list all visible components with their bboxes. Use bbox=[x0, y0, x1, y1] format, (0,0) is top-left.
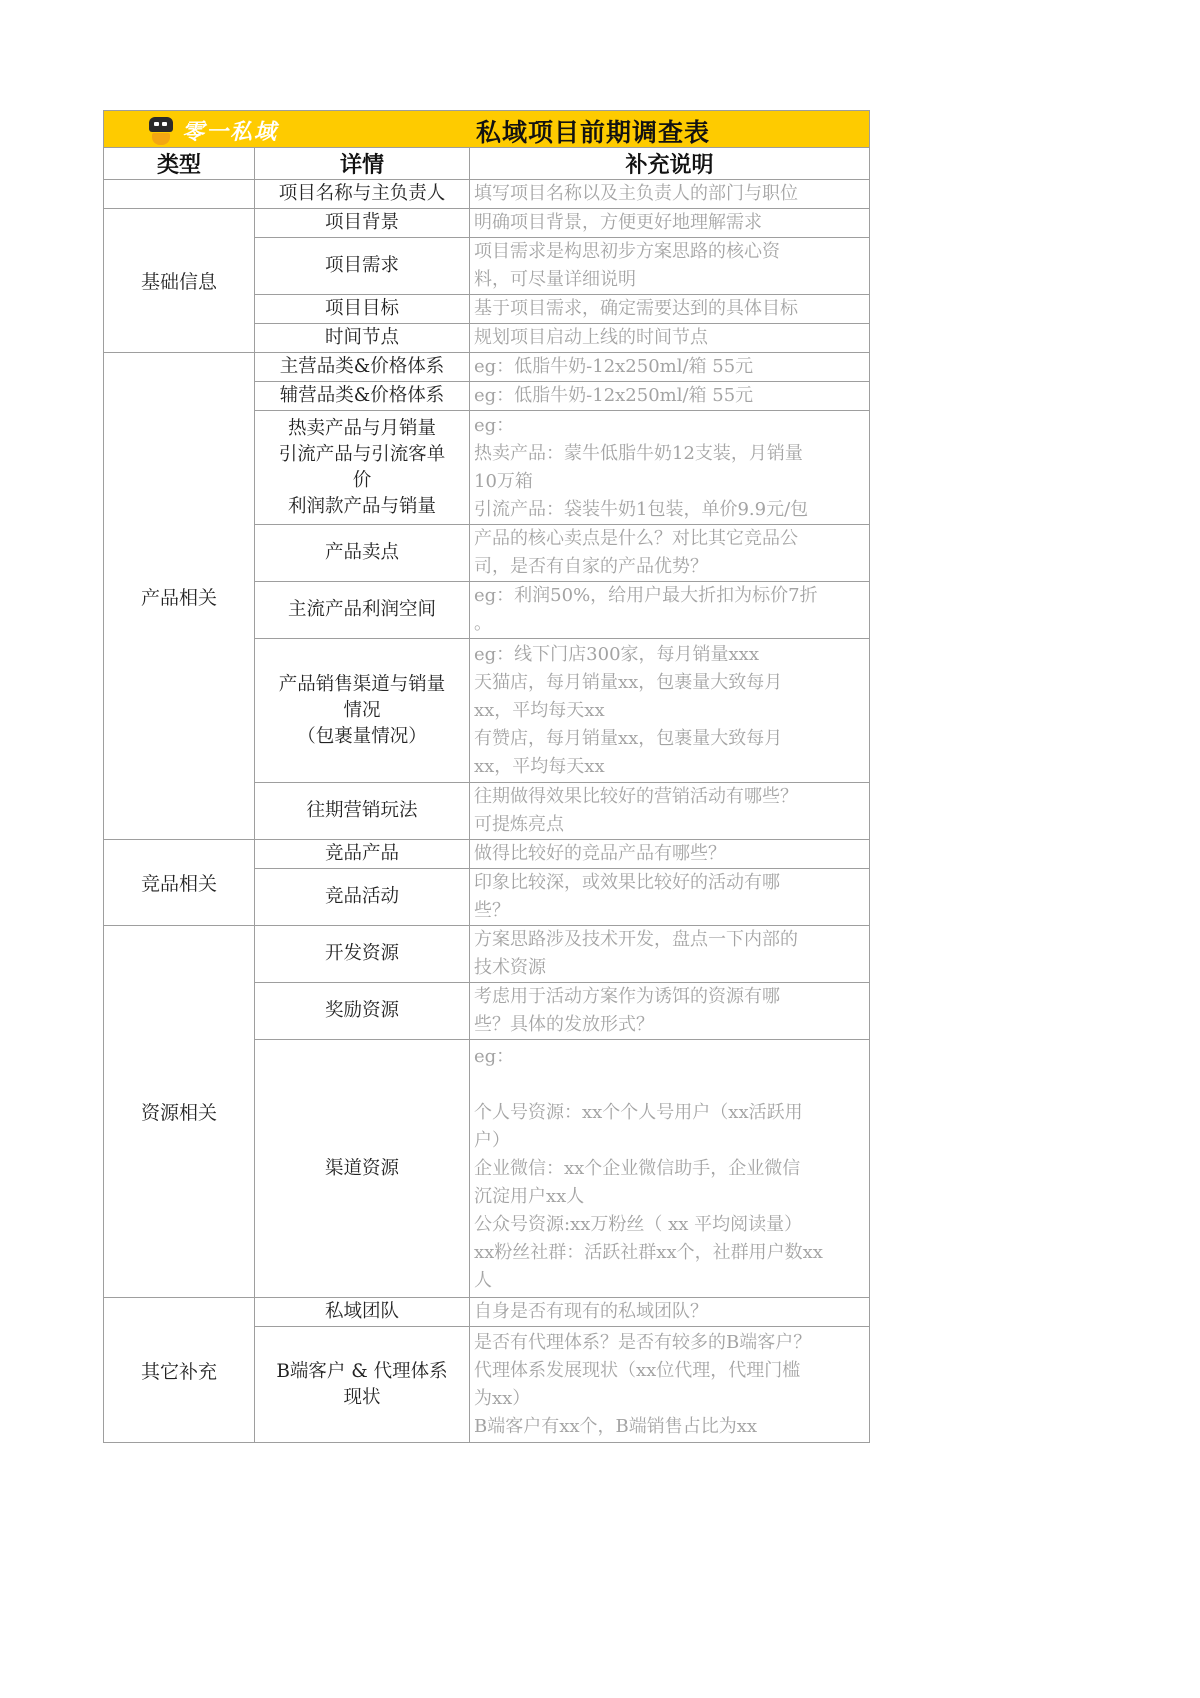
detail-line: 项目背景 bbox=[324, 212, 399, 233]
detail-line: 奖励资源 bbox=[324, 1000, 399, 1021]
note-line: xx粉丝社群：活跃社群xx个，社群用户数xx bbox=[474, 1241, 823, 1263]
detail-line: 辅营品类&价格体系 bbox=[279, 385, 445, 406]
note-cell bbox=[470, 525, 870, 582]
note-cell bbox=[470, 324, 870, 353]
note-line: 可提炼亮点 bbox=[474, 814, 564, 835]
category-cell: 竞品相关 bbox=[104, 840, 255, 926]
table-row bbox=[104, 840, 870, 869]
detail-line: B端客户 & 代理体系 bbox=[276, 1360, 448, 1382]
detail-cell bbox=[255, 353, 470, 382]
note-line: 项目需求是构思初步方案思路的核心资 bbox=[474, 241, 780, 262]
detail-cell bbox=[255, 1327, 470, 1443]
detail-line: 往期营销玩法 bbox=[306, 800, 418, 821]
detail-cell bbox=[255, 295, 470, 324]
detail-cell bbox=[255, 926, 470, 983]
note-line: eg：低脂牛奶-12x250ml/箱 55元 bbox=[474, 385, 754, 406]
note-line: 明确项目背景，方便更好地理解需求 bbox=[474, 212, 762, 233]
note-line: 填写项目名称以及主负责人的部门与职位 bbox=[474, 183, 798, 204]
note-line: 有赞店，每月销量xx，包裹量大致每月 bbox=[474, 727, 783, 749]
page-title: 私域项目前期调查表 bbox=[476, 118, 711, 147]
detail-cell bbox=[255, 983, 470, 1040]
header-row bbox=[104, 148, 870, 180]
category-cell: 产品相关 bbox=[104, 353, 255, 840]
note-line: eg： bbox=[474, 414, 515, 436]
banner bbox=[104, 111, 870, 148]
note-cell bbox=[470, 783, 870, 840]
detail-line: 主营品类&价格体系 bbox=[279, 356, 445, 377]
note-cell bbox=[470, 926, 870, 983]
note-line: 往期做得效果比较好的营销活动有哪些？ bbox=[474, 786, 798, 807]
note-line: 考虑用于活动方案作为诱饵的资源有哪 bbox=[474, 986, 780, 1007]
detail-line: 利润款产品与销量 bbox=[287, 495, 436, 517]
detail-line: 竞品活动 bbox=[324, 886, 399, 907]
detail-cell bbox=[255, 869, 470, 926]
note-line: xx，平均每天xx bbox=[474, 755, 605, 777]
note-line: 代理体系发展现状（xx位代理，代理门槛 bbox=[474, 1359, 801, 1381]
detail-cell bbox=[255, 840, 470, 869]
robot-logo-icon bbox=[148, 117, 174, 145]
detail-line: 竞品产品 bbox=[324, 843, 399, 864]
table-row bbox=[104, 209, 870, 238]
detail-line: 开发资源 bbox=[324, 943, 399, 964]
detail-line: 产品卖点 bbox=[324, 542, 399, 563]
header-detail: 详情 bbox=[255, 148, 470, 180]
note-line: xx，平均每天xx bbox=[474, 699, 605, 721]
note-line: 技术资源 bbox=[474, 957, 546, 978]
note-line: eg：线下门店300家，每月销量xxx bbox=[474, 643, 759, 665]
category-cell: 资源相关 bbox=[104, 926, 255, 1298]
note-line: 司，是否有自家的产品优势？ bbox=[474, 556, 708, 577]
note-cell bbox=[470, 639, 870, 783]
detail-cell bbox=[255, 639, 470, 783]
detail-cell bbox=[255, 180, 470, 209]
note-cell bbox=[470, 382, 870, 411]
detail-line: 现状 bbox=[343, 1386, 381, 1408]
detail-line: 渠道资源 bbox=[324, 1157, 399, 1179]
note-line: 规划项目启动上线的时间节点 bbox=[474, 327, 708, 348]
detail-cell bbox=[255, 411, 470, 525]
note-cell bbox=[470, 209, 870, 238]
note-line: 10万箱 bbox=[474, 470, 533, 492]
note-line: 产品的核心卖点是什么？对比其它竞品公 bbox=[474, 528, 798, 549]
note-line: B端客户有xx个，B端销售占比为xx bbox=[474, 1415, 758, 1437]
note-line: 是否有代理体系？是否有较多的B端客户？ bbox=[474, 1331, 812, 1353]
detail-line: 时间节点 bbox=[324, 327, 399, 348]
note-cell bbox=[470, 353, 870, 382]
note-line: 个人号资源：xx个个人号用户（xx活跃用 bbox=[474, 1101, 803, 1123]
detail-cell bbox=[255, 238, 470, 295]
detail-line: 产品销售渠道与销量 bbox=[278, 673, 446, 695]
note-cell bbox=[470, 180, 870, 209]
note-line: 户） bbox=[474, 1129, 510, 1151]
note-line: eg：低脂牛奶-12x250ml/箱 55元 bbox=[474, 356, 754, 377]
table-row bbox=[104, 180, 870, 209]
detail-line: 私域团队 bbox=[324, 1301, 399, 1322]
category-cell: 其它补充 bbox=[104, 1298, 255, 1443]
note-line: 些？ bbox=[474, 900, 510, 921]
note-cell bbox=[470, 840, 870, 869]
table-row bbox=[104, 1298, 870, 1327]
table-row bbox=[104, 353, 870, 382]
detail-cell bbox=[255, 1298, 470, 1327]
survey-table bbox=[103, 110, 870, 1443]
note-cell bbox=[470, 1040, 870, 1298]
note-line: 沉淀用户xx人 bbox=[474, 1185, 585, 1207]
header-note: 补充说明 bbox=[470, 148, 870, 180]
note-line: 企业微信：xx个企业微信助手，企业微信 bbox=[474, 1157, 801, 1179]
detail-line: 引流产品与引流客单 bbox=[278, 443, 446, 465]
note-line: 印象比较深，或效果比较好的活动有哪 bbox=[474, 872, 780, 893]
note-line: 料，可尽量详细说明 bbox=[474, 269, 636, 290]
detail-cell bbox=[255, 525, 470, 582]
note-line: 人 bbox=[474, 1269, 492, 1291]
note-cell bbox=[470, 1298, 870, 1327]
note-line: 热卖产品：蒙牛低脂牛奶12支装，月销量 bbox=[474, 442, 803, 464]
note-cell bbox=[470, 295, 870, 324]
note-cell bbox=[470, 869, 870, 926]
detail-line: 项目需求 bbox=[324, 255, 399, 276]
note-cell bbox=[470, 411, 870, 525]
note-line: 天猫店，每月销量xx，包裹量大致每月 bbox=[474, 671, 783, 693]
detail-cell bbox=[255, 1040, 470, 1298]
note-line: 做得比较好的竞品产品有哪些？ bbox=[474, 843, 726, 864]
note-line bbox=[474, 1071, 867, 1099]
note-line: 公众号资源:xx万粉丝（ xx 平均阅读量） bbox=[474, 1213, 803, 1235]
detail-line: 项目目标 bbox=[324, 298, 399, 319]
note-line: 基于项目需求，确定需要达到的具体目标 bbox=[474, 298, 798, 319]
note-line: 些？具体的发放形式？ bbox=[474, 1014, 654, 1035]
detail-cell bbox=[255, 209, 470, 238]
detail-cell bbox=[255, 324, 470, 353]
detail-line: 热卖产品与月销量 bbox=[287, 417, 436, 439]
note-line: 引流产品：袋装牛奶1包装，单价9.9元/包 bbox=[474, 498, 809, 520]
note-line: eg： bbox=[474, 1045, 515, 1067]
detail-line: 项目名称与主负责人 bbox=[278, 183, 446, 204]
note-line: 。 bbox=[474, 613, 492, 634]
note-cell bbox=[470, 1327, 870, 1443]
note-cell bbox=[470, 238, 870, 295]
detail-cell bbox=[255, 382, 470, 411]
category-cell-empty bbox=[104, 180, 255, 209]
detail-line: 价 bbox=[352, 469, 372, 491]
note-line: 自身是否有现有的私域团队？ bbox=[474, 1301, 708, 1322]
detail-cell bbox=[255, 783, 470, 840]
banner-row bbox=[104, 111, 870, 148]
table-row bbox=[104, 926, 870, 983]
header-type: 类型 bbox=[104, 148, 255, 180]
logo-text: 零一私域 bbox=[182, 120, 279, 145]
category-cell: 基础信息 bbox=[104, 209, 255, 353]
note-cell bbox=[470, 582, 870, 639]
detail-line: 情况 bbox=[343, 699, 381, 721]
detail-line: （包裹量情况） bbox=[297, 725, 427, 747]
brand-logo bbox=[148, 115, 278, 146]
note-line: eg：利润50%，给用户最大折扣为标价7折 bbox=[474, 585, 818, 606]
detail-cell bbox=[255, 582, 470, 639]
note-cell bbox=[470, 983, 870, 1040]
note-line: 方案思路涉及技术开发，盘点一下内部的 bbox=[474, 929, 798, 950]
note-line: 为xx） bbox=[474, 1387, 531, 1409]
detail-line: 主流产品利润空间 bbox=[287, 599, 436, 620]
